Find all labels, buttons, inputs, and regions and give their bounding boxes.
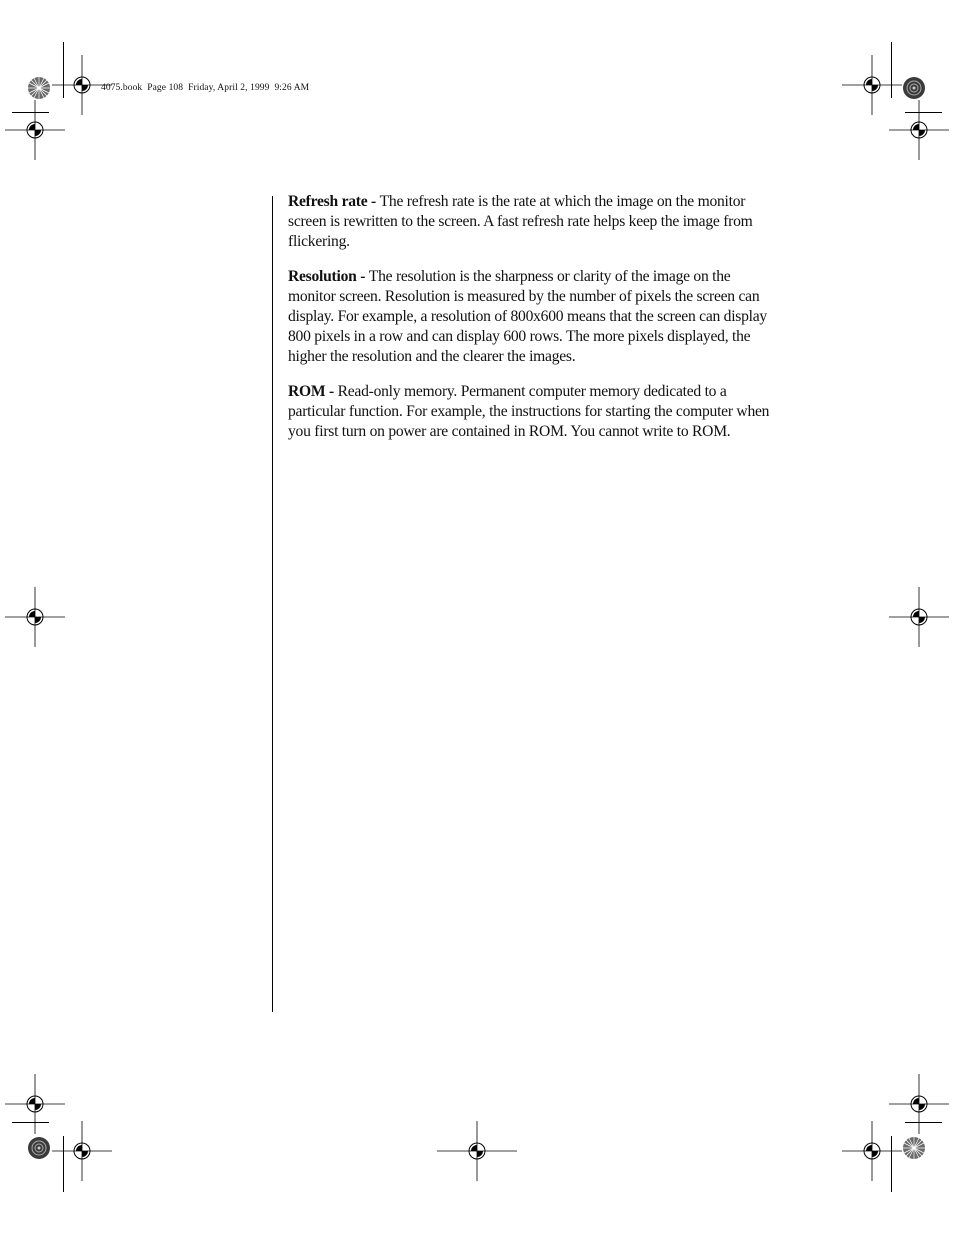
glossary-term: Refresh rate - <box>288 193 380 210</box>
star-target-icon <box>27 1136 51 1160</box>
star-target-icon <box>902 1136 926 1160</box>
registration-target-icon <box>437 1121 517 1181</box>
glossary-definition: The resolution is the sharpness or clarity of the image on the monitor screen. Resolution is measured by the number of pixels the screen can display. For example, a resolution of 800x600 means that the screen can display 800 pixels in a row and can display 600 rows. The more pixels displayed, the higher the resolution and the clearer the images. <box>288 267 767 366</box>
glossary-term: Resolution - <box>288 267 369 285</box>
registration-target-icon <box>5 587 65 647</box>
print-slug: 4075.book Page 108 Friday, April 2, 1999 9:26 AM <box>101 83 310 93</box>
glossary-term: ROM - <box>288 382 338 400</box>
star-target-icon <box>902 76 926 100</box>
registration-target-icon <box>5 100 65 160</box>
glossary-definition: Read-only memory. Permanent computer memory dedicated to a particular function. For example, the instructions for starting the computer when you first turn on power are contained in ROM. You cannot write to ROM. <box>288 382 770 441</box>
star-target-icon <box>27 76 51 100</box>
registration-target-icon <box>889 587 949 647</box>
registration-target-icon <box>52 1121 112 1181</box>
registration-target-icon <box>889 100 949 160</box>
registration-target-icon <box>842 1121 902 1181</box>
glossary-definition: The refresh rate is the rate at which the image on the monitor screen is rewritten to the screen. A fast refresh rate helps keep the image from flickering. <box>288 193 753 251</box>
